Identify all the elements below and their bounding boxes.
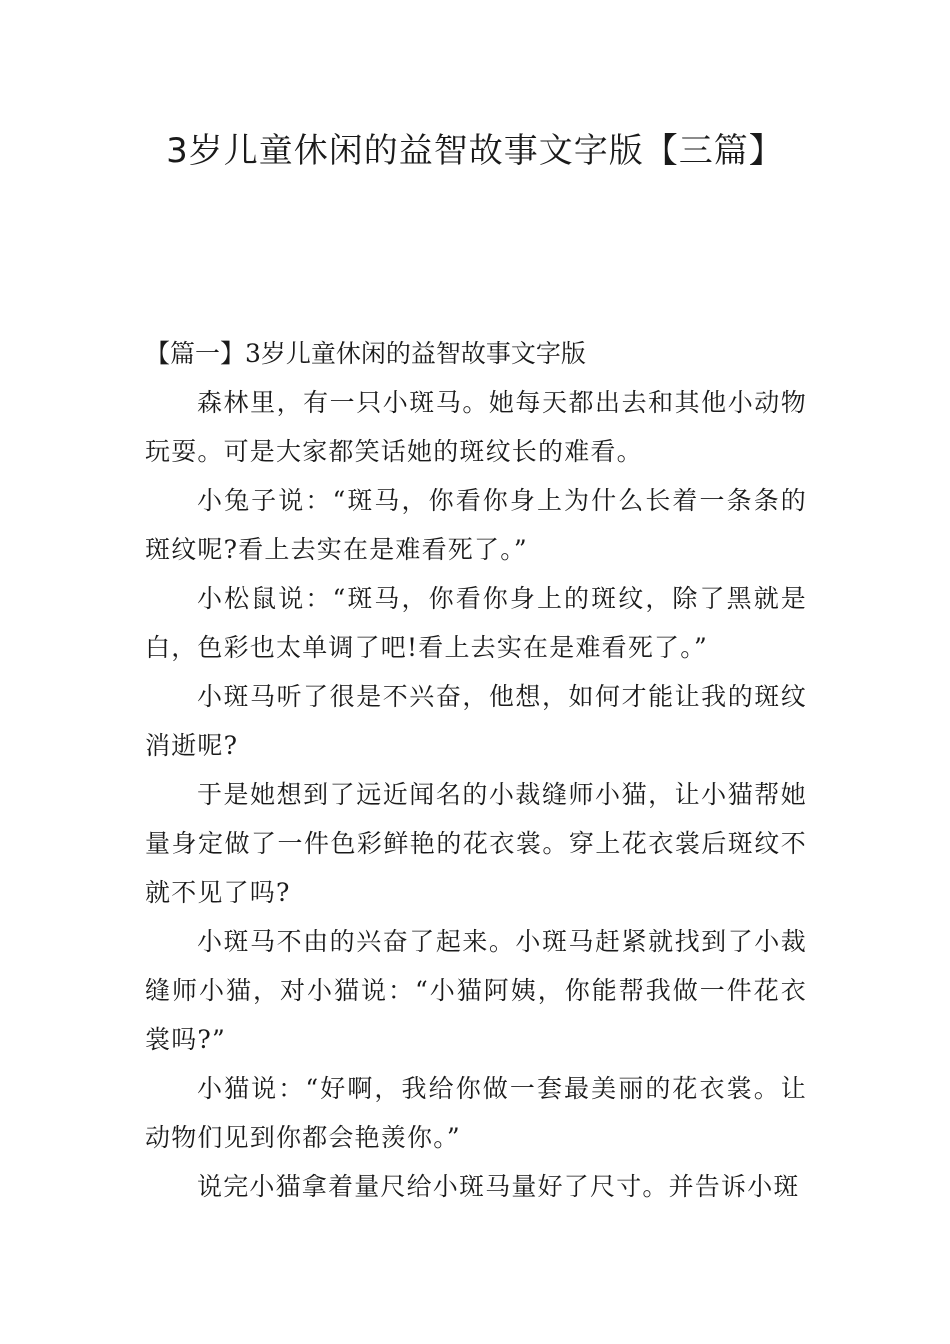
- paragraph: 森林里，有一只小斑马。她每天都出去和其他小动物玩耍。可是大家都笑话她的斑纹长的难看。: [145, 388, 807, 466]
- section-heading: 【篇一】3岁儿童休闲的益智故事文字版: [145, 339, 586, 368]
- paragraph: 说完小猫拿着量尺给小斑马量好了尺寸。并告诉小斑: [197, 1172, 800, 1201]
- document-body: [145, 329, 807, 1211]
- paragraph: 小兔子说：“斑马，你看你身上为什么长着一条条的斑纹呢?看上去实在是难看死了。”: [145, 486, 807, 564]
- paragraph: 于是她想到了远近闻名的小裁缝师小猫，让小猫帮她量身定做了一件色彩鲜艳的花衣裳。穿上花衣裳后斑纹不就不见了吗?: [145, 780, 807, 907]
- paragraph: 小斑马不由的兴奋了起来。小斑马赶紧就找到了小裁缝师小猫，对小猫说：“小猫阿姨，你能帮我做一件花衣裳吗?”: [145, 927, 807, 1054]
- paragraph: 小斑马听了很是不兴奋，他想，如何才能让我的斑纹消逝呢?: [145, 682, 807, 760]
- paragraph: 小猫说：“好啊，我给你做一套最美丽的花衣裳。让动物们见到你都会艳羡你。”: [145, 1074, 807, 1152]
- paragraph: 小松鼠说：“斑马，你看你身上的斑纹，除了黑就是白，色彩也太单调了吧!看上去实在是难看死了。”: [145, 584, 807, 662]
- document-title: 3岁儿童休闲的益智故事文字版【三篇】: [166, 131, 784, 171]
